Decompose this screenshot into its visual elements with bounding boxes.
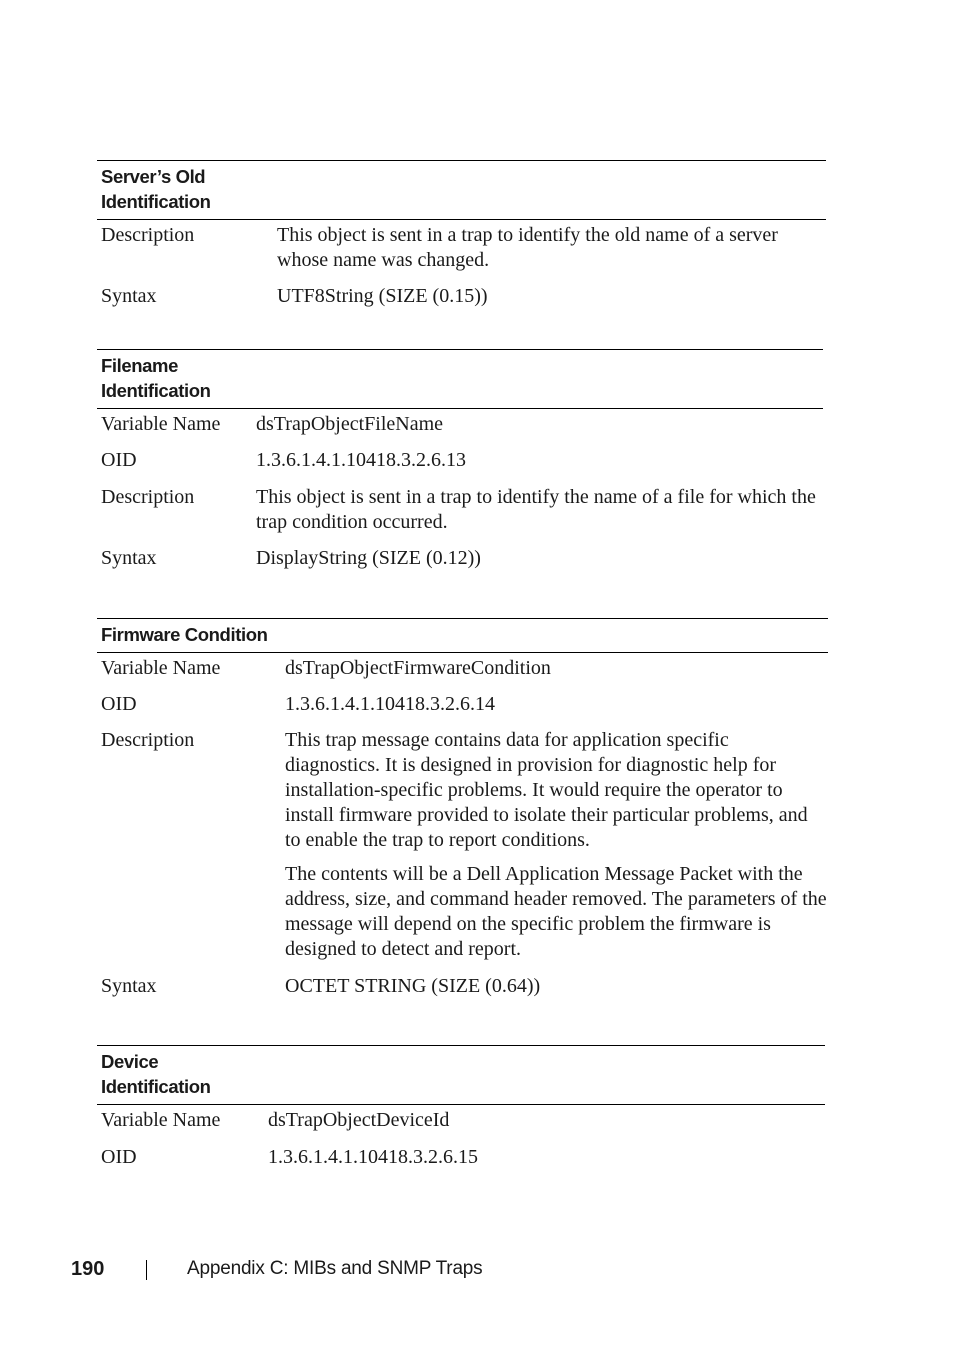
table-header-line: Filename	[101, 355, 178, 376]
value-text: 1.3.6.1.4.1.10418.3.2.6.13	[256, 449, 466, 471]
row-value	[285, 974, 828, 999]
value-text: dsTrapObjectFileName	[256, 413, 444, 435]
table-row	[97, 656, 828, 681]
row-value	[277, 223, 826, 273]
value-text: dsTrapObjectFirmwareCondition	[285, 657, 551, 679]
value-text: dsTrapObjectDeviceId	[268, 1109, 450, 1131]
table-row	[97, 284, 826, 309]
footer-title: Appendix C: MIBs and SNMP Traps	[187, 1258, 483, 1279]
filename-identification-table	[97, 349, 823, 571]
row-value	[285, 656, 828, 681]
table-row	[97, 412, 823, 437]
row-value	[277, 284, 826, 309]
table-header-line: Server’s Old	[101, 166, 206, 187]
value-text: 1.3.6.1.4.1.10418.3.2.6.15	[268, 1146, 478, 1168]
table-header-line: Device	[101, 1051, 159, 1072]
table-row	[97, 485, 823, 535]
row-value	[285, 692, 828, 717]
row-label: Syntax	[101, 547, 157, 569]
row-label: OID	[101, 693, 137, 715]
value-text: 1.3.6.1.4.1.10418.3.2.6.14	[285, 693, 495, 715]
table-header	[97, 1045, 825, 1105]
server-old-identification-table	[97, 160, 826, 309]
row-value	[256, 448, 823, 473]
row-value	[268, 1108, 825, 1133]
table-header-line: Identification	[101, 380, 211, 401]
table-header	[97, 618, 828, 653]
value-text: UTF8String (SIZE (0.15))	[277, 285, 488, 307]
table-header	[97, 160, 826, 220]
table-header-line: Firmware Condition	[101, 624, 268, 645]
value-text: OCTET STRING (SIZE (0.64))	[285, 975, 541, 997]
page-footer	[0, 1256, 954, 1286]
value-text: This trap message contains data for application specific diagnostics. It is designed in provision for diagnostic help for installation-specific problems. It would require the operator to install firmware provided to isolate their particular problems, and to enable the trap to report conditions.	[285, 729, 808, 851]
table-header	[97, 349, 823, 409]
row-value	[268, 1145, 825, 1170]
row-value	[256, 412, 823, 437]
table-row	[97, 223, 826, 273]
footer-divider	[146, 1260, 147, 1280]
row-label: OID	[101, 449, 137, 471]
row-label: Variable Name	[101, 1109, 221, 1131]
value-text: The contents will be a Dell Application Message Packet with the address, size, and command header removed. The parameters of the message will depend on the specific problem the firmware is designed to detect and report.	[285, 863, 827, 960]
table-row	[97, 546, 823, 571]
row-label: Syntax	[101, 975, 157, 997]
row-value	[256, 485, 823, 535]
table-row	[97, 974, 828, 999]
page-number: 190	[71, 1258, 105, 1280]
device-identification-table	[97, 1045, 825, 1170]
table-row	[97, 448, 823, 473]
firmware-condition-table	[97, 618, 828, 999]
table-row	[97, 1108, 825, 1133]
value-text: DisplayString (SIZE (0.12))	[256, 547, 481, 569]
value-text: This object is sent in a trap to identify the old name of a server whose name was changed.	[277, 224, 778, 271]
row-value	[256, 546, 823, 571]
row-label: Variable Name	[101, 413, 221, 435]
row-label: Description	[101, 224, 195, 246]
table-row	[97, 728, 828, 962]
table-row	[97, 1145, 825, 1170]
value-text: This object is sent in a trap to identify the name of a file for which the trap condition occurred.	[256, 486, 816, 533]
table-row	[97, 692, 828, 717]
row-label: Description	[101, 729, 195, 751]
row-label: Syntax	[101, 285, 157, 307]
row-label: Description	[101, 486, 195, 508]
table-header-line: Identification	[101, 191, 211, 212]
row-value	[285, 728, 828, 962]
table-header-line: Identification	[101, 1076, 211, 1097]
row-label: OID	[101, 1146, 137, 1168]
row-label: Variable Name	[101, 657, 221, 679]
